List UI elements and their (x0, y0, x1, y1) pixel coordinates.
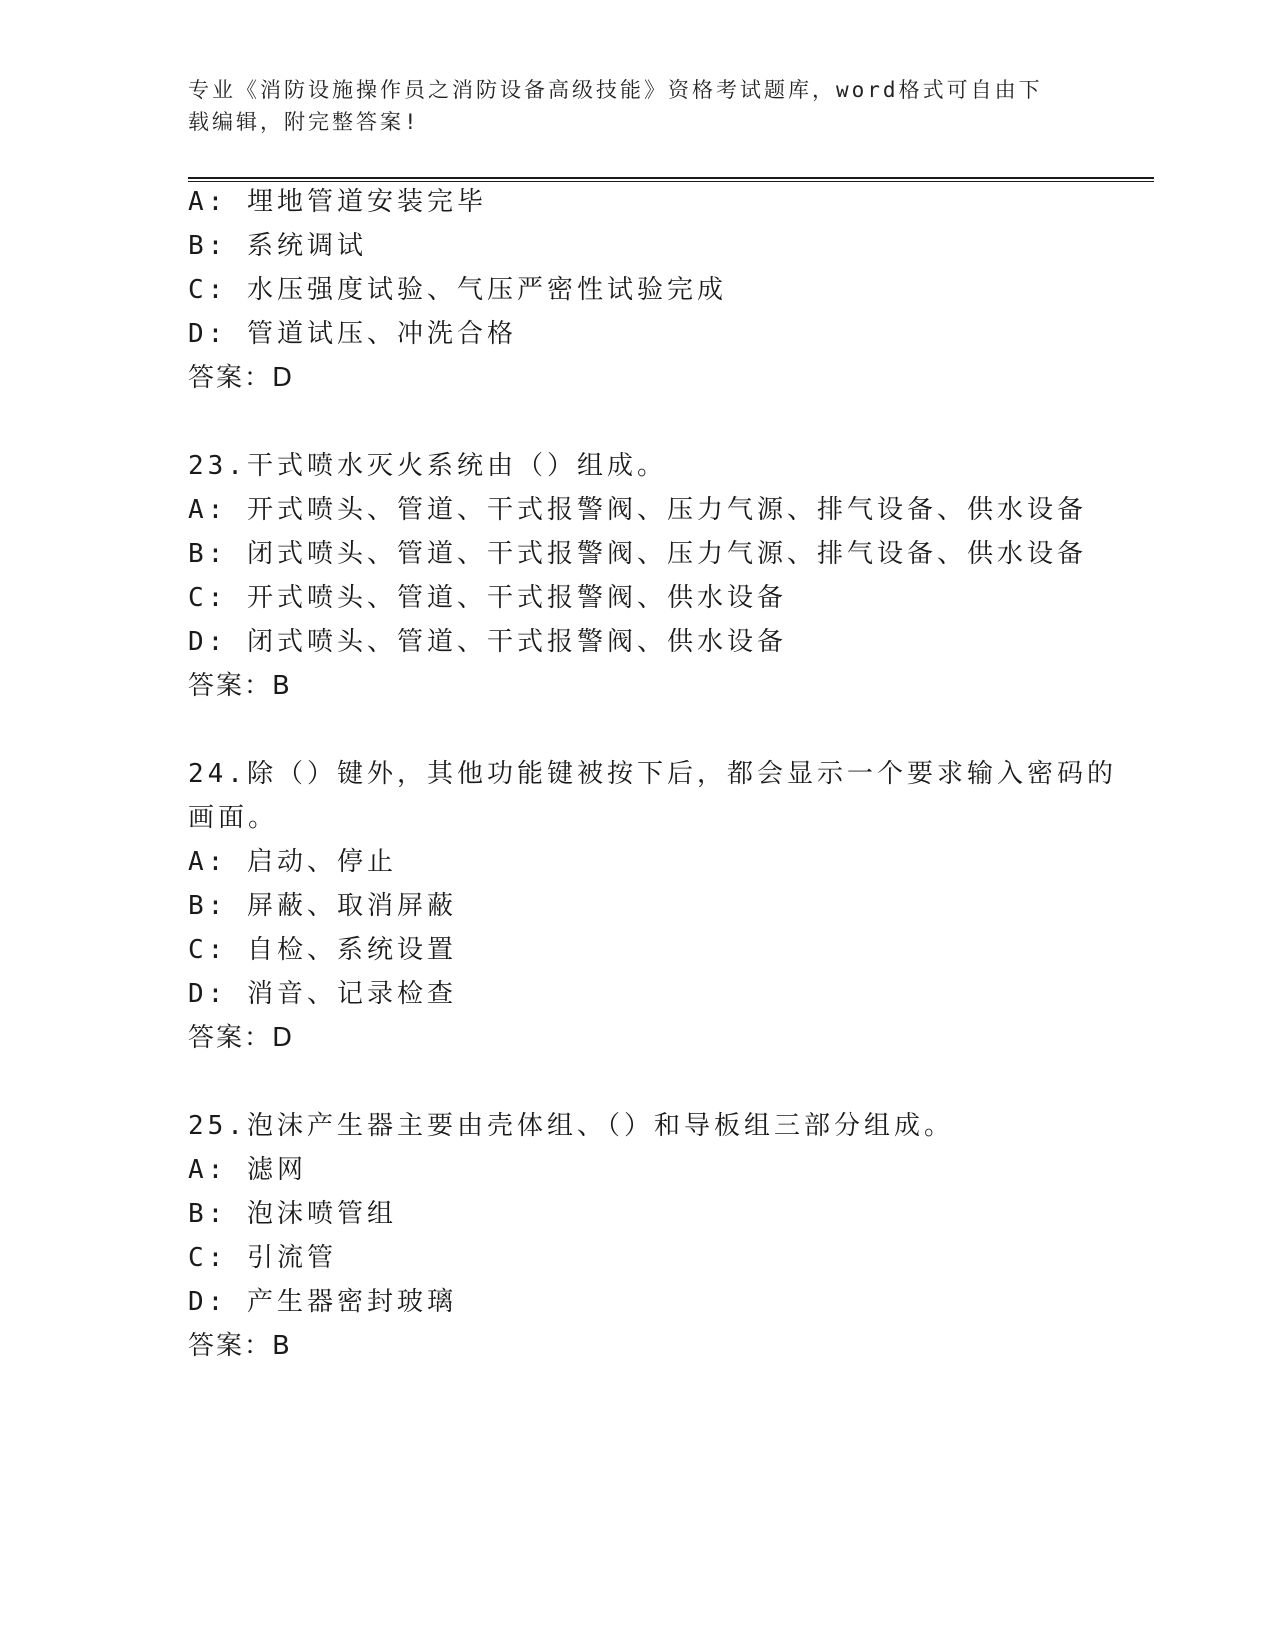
q25-option-a: A: 滤网 (188, 1155, 307, 1185)
header-line-1: 专业《消防设施操作员之消防设备高级技能》资格考试题库，word格式可自由下 (188, 78, 1043, 102)
q24-option-c: C: 自检、系统设置 (188, 935, 457, 965)
q23-option-c: C: 开式喷头、管道、干式报警阀、供水设备 (188, 583, 787, 613)
q23-option-b: B: 闭式喷头、管道、干式报警阀、压力气源、排气设备、供水设备 (188, 539, 1087, 569)
q22-answer: 答案：D (188, 363, 295, 393)
q23-stem: 23.干式喷水灭火系统由（）组成。 (188, 451, 667, 481)
q24-option-b: B: 屏蔽、取消屏蔽 (188, 891, 457, 921)
q25-answer: 答案：B (188, 1331, 292, 1361)
q22-option-b: B: 系统调试 (188, 231, 367, 261)
q24-answer: 答案：D (188, 1023, 295, 1053)
q22-option-a: A: 埋地管道安装完毕 (188, 187, 487, 217)
q25-option-b: B: 泡沫喷管组 (188, 1199, 397, 1229)
q23-answer: 答案：B (188, 671, 292, 701)
q23-option-d: D: 闭式喷头、管道、干式报警阀、供水设备 (188, 627, 787, 657)
q25-stem: 25.泡沫产生器主要由壳体组、（）和导板组三部分组成。 (188, 1111, 954, 1141)
q25-option-c: C: 引流管 (188, 1243, 337, 1273)
q25-option-d: D: 产生器密封玻璃 (188, 1287, 457, 1317)
header-divider (188, 177, 1154, 182)
q24-stem-line-2: 画面。 (188, 803, 279, 833)
q24-option-d: D: 消音、记录检查 (188, 979, 457, 1009)
q24-stem-line-1: 24.除（）键外，其他功能键被按下后，都会显示一个要求输入密码的 (188, 759, 1117, 789)
header-line-2: 载编辑，附完整答案! (188, 110, 420, 134)
q22-option-c: C: 水压强度试验、气压严密性试验完成 (188, 275, 727, 305)
q22-option-d: D: 管道试压、冲洗合格 (188, 319, 517, 349)
q24-option-a: A: 启动、停止 (188, 847, 397, 877)
document-header (188, 74, 1088, 138)
q23-option-a: A: 开式喷头、管道、干式报警阀、压力气源、排气设备、供水设备 (188, 495, 1087, 525)
